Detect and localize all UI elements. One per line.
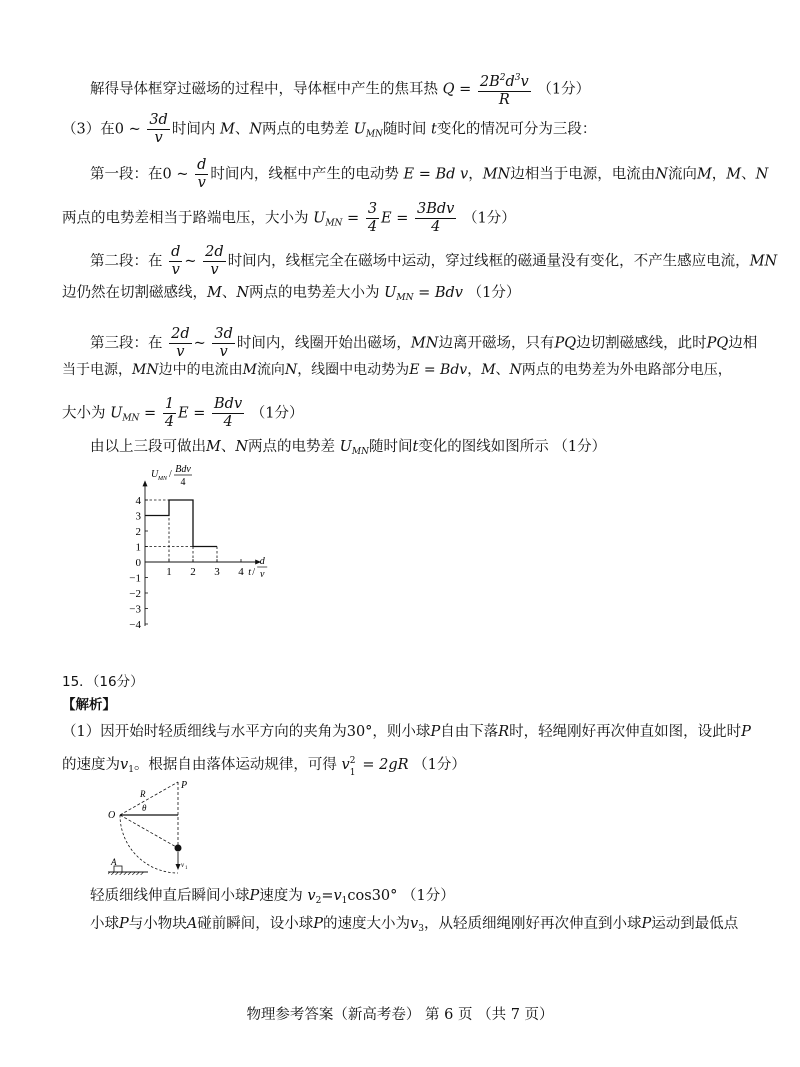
sub: MN <box>396 293 414 303</box>
n-symbol: N <box>235 439 249 455</box>
text: 两点的电势差 <box>248 439 336 455</box>
text: ，线圈中电动势为 <box>297 362 410 378</box>
sup: 3 <box>514 73 521 83</box>
segment2-voltage-line <box>62 283 520 308</box>
sep: 、 <box>234 121 250 138</box>
range: 0 ~ <box>114 121 141 138</box>
text: 时间内，线圈开始出磁场， <box>236 335 411 352</box>
y-label-num: Bdv <box>175 464 191 475</box>
y-label-u: U <box>151 469 159 480</box>
ball-p <box>175 845 182 852</box>
text: 两点的电势差 <box>262 121 349 138</box>
label-a: A <box>111 857 117 867</box>
sub: 1 <box>341 896 348 906</box>
label-p: P <box>181 780 188 791</box>
text: = <box>139 405 161 422</box>
mn-symbol: MN <box>482 166 511 183</box>
score: （1分） <box>462 210 516 227</box>
joule-heat-line: 解得导体框穿过磁场的过程中，导体框中产生的焦耳热 Q = $\frac{2B^2d^3v}{R}$ （1分） <box>90 70 590 109</box>
y-tick-label: −3 <box>129 603 141 616</box>
text: 的速度为 <box>62 757 120 773</box>
fraction <box>212 396 244 431</box>
m-symbol: M <box>726 166 742 183</box>
text: 变化的情况可分为三段： <box>436 121 597 138</box>
text: 自由下落 <box>440 724 499 740</box>
segment1-voltage-line <box>62 201 516 236</box>
y-axis-arrow <box>143 480 148 486</box>
fraction <box>195 157 208 192</box>
equation: E = Bdv <box>409 362 468 378</box>
num: 3 <box>367 201 378 217</box>
part1-line <box>62 722 751 742</box>
text: 碰前瞬间，设小球 <box>197 916 314 932</box>
analysis-heading: 【解析】 <box>62 697 116 713</box>
sub: MN <box>325 218 343 229</box>
den: v <box>176 344 185 360</box>
text: 第三段：在 <box>90 335 163 352</box>
num-d: d <box>505 74 515 90</box>
joule-heat-fraction <box>478 70 531 109</box>
score: （1分） <box>413 757 466 773</box>
text: 轻质细线伸直后瞬间小球 <box>90 888 250 904</box>
text: 流向 <box>256 362 285 378</box>
text: 运动到最低点 <box>651 916 739 932</box>
m-symbol: M <box>696 166 712 183</box>
score: （1分） <box>537 81 591 98</box>
y-tick-label: −2 <box>129 588 141 600</box>
segment2-line <box>90 244 777 279</box>
sub: MN <box>365 129 383 140</box>
x-label-num: d <box>259 556 265 567</box>
text: 速度为 <box>259 888 303 904</box>
p-symbol: P <box>313 916 324 932</box>
sub: 2 <box>315 896 322 906</box>
text: 变化的图线如图所示 <box>418 439 549 455</box>
num: Bdv <box>214 396 243 412</box>
p-symbol: P <box>430 724 441 740</box>
sub: 1 <box>349 768 356 778</box>
text: E = <box>178 405 210 422</box>
sep: 、 <box>741 166 756 183</box>
text: ~ <box>193 335 206 352</box>
text: 由以上三段可做出 <box>90 439 206 455</box>
sup: 2 <box>349 756 356 766</box>
den: v <box>219 344 228 360</box>
x-tick-label: 3 <box>214 566 220 578</box>
p-symbol: P <box>641 916 652 932</box>
num: 2d <box>171 326 190 342</box>
n-symbol: N <box>509 362 522 378</box>
text: 两点的电势差为外电路部分电压， <box>521 362 732 378</box>
fraction <box>366 201 379 236</box>
text: 边相当于电源，电流由 <box>510 166 656 183</box>
den: v <box>210 262 219 278</box>
text: = <box>342 210 364 227</box>
series-line <box>145 500 217 547</box>
equation: cos30° <box>347 888 398 904</box>
sup-sub-stack <box>349 756 358 778</box>
page-footer: 物理参考答案（新高考卷） 第 6 页 （共 7 页） <box>246 1007 554 1023</box>
text: 小球 <box>90 916 119 932</box>
p-symbol: P <box>741 724 751 740</box>
mn-symbol: MN <box>410 335 439 352</box>
n-symbol: N <box>249 121 262 138</box>
num: d <box>171 244 181 260</box>
pq-symbol: PQ <box>706 335 729 352</box>
text: 当于电源， <box>62 362 132 378</box>
label-v-sub: 1 <box>185 866 188 871</box>
text: 第二段：在 <box>90 253 163 270</box>
text: ， <box>468 166 483 183</box>
mn-symbol: MN <box>749 253 778 270</box>
score: （1分） <box>250 405 304 422</box>
label-r: R <box>140 789 146 799</box>
den: R <box>498 92 510 108</box>
num: d <box>197 157 207 173</box>
m-symbol: M <box>481 362 496 378</box>
p-symbol: P <box>249 888 260 904</box>
v-symbol: v <box>333 888 342 904</box>
umn-time-graph <box>110 462 290 637</box>
m-symbol: M <box>242 362 257 378</box>
den: 4 <box>223 414 233 430</box>
v-symbol: v <box>307 888 316 904</box>
y-tick-label: 1 <box>135 541 141 554</box>
text: 边仍然在切割磁感线， <box>62 285 207 301</box>
velocity-after-line <box>90 886 455 911</box>
sub: MN <box>122 413 140 424</box>
velocity-arrowhead <box>176 864 181 870</box>
y-tick-label: −1 <box>129 572 141 585</box>
v-symbol: v <box>410 916 419 932</box>
r-symbol: R <box>498 724 510 740</box>
n-symbol: N <box>236 285 250 301</box>
range: 0 ~ <box>162 166 189 183</box>
x-tick-label: 1 <box>166 566 172 578</box>
text: 第一段：在 <box>90 166 163 183</box>
num: 2d <box>205 244 224 260</box>
free-fall-line <box>62 755 466 780</box>
text: 的速度大小为 <box>323 916 411 932</box>
u-symbol: U <box>384 285 397 301</box>
m-symbol: M <box>206 439 221 455</box>
text: 随时间 <box>368 439 413 455</box>
arc-path <box>120 815 178 873</box>
text: ，从轻质细绳刚好再次伸直到小球 <box>423 916 642 932</box>
text: 时间内 <box>171 121 216 138</box>
x-label-slash: / <box>252 567 255 578</box>
sep: 、 <box>495 362 510 378</box>
y-label-sub: MN <box>158 476 167 482</box>
y-label-den: 4 <box>180 477 186 488</box>
label-v: v <box>181 861 185 869</box>
num-v: v <box>520 74 529 90</box>
a-symbol: A <box>186 916 198 932</box>
label-o: O <box>108 810 116 821</box>
text: = <box>321 888 334 904</box>
num: 3d <box>149 112 168 128</box>
equation: E = Bd v <box>403 166 469 183</box>
u-symbol: U <box>313 210 326 227</box>
x-tick-label: 2 <box>190 566 196 578</box>
y-label-slash: / <box>169 469 172 480</box>
collision-line <box>90 914 738 939</box>
pendulum-figure <box>108 780 228 875</box>
fraction <box>212 326 235 361</box>
text: 两点的电势差大小为 <box>249 285 380 301</box>
sub: 1 <box>128 765 134 775</box>
text: 。根据自由落体运动规律，可得 <box>133 757 337 773</box>
num-b: 2B <box>479 74 500 90</box>
den: v <box>171 262 180 278</box>
fraction <box>163 396 176 431</box>
text: 时间内，线框中产生的电动势 <box>210 166 399 183</box>
m-symbol: M <box>219 121 235 138</box>
equation: = Bdv <box>413 285 463 301</box>
den: 4 <box>367 219 378 235</box>
n-symbol: N <box>284 362 298 378</box>
sub: 3 <box>418 924 424 934</box>
u-symbol: U <box>339 439 352 455</box>
rope-to-ball <box>120 815 178 848</box>
m-symbol: M <box>207 285 222 301</box>
text: ~ <box>184 253 197 270</box>
dashed-rope-to-p <box>120 782 178 815</box>
segment3-line <box>90 326 757 361</box>
text: 边切割磁感线，此时 <box>576 335 707 352</box>
text: 边离开磁场，只有 <box>438 335 555 352</box>
den: v <box>154 130 163 146</box>
y-tick-label: 3 <box>135 510 141 523</box>
t-symbol: t <box>412 439 419 455</box>
x-label-t: t <box>248 567 251 578</box>
sep: 、 <box>221 285 237 301</box>
equation-v: v <box>341 757 350 773</box>
score: （1分） <box>467 285 521 301</box>
text: 边相 <box>728 335 758 352</box>
text: 边中的电流由 <box>158 362 243 378</box>
text: 随时间 <box>382 121 427 138</box>
text: 时间内，线框完全在磁场中运动，穿过线框的磁通量没有变化，不产生感应电流， <box>227 253 750 270</box>
text: ， <box>711 166 727 183</box>
text: 解得导体框穿过磁场的过程中，导体框中产生的焦耳热 <box>90 81 438 98</box>
fraction <box>147 112 170 147</box>
y-tick-label: 2 <box>135 526 141 538</box>
t-symbol: t <box>431 121 437 138</box>
label-theta: θ <box>142 803 147 813</box>
segment3-voltage-line <box>62 396 303 431</box>
pq-symbol: PQ <box>554 335 577 352</box>
q-symbol: Q <box>442 81 455 98</box>
sub: MN <box>351 447 369 457</box>
v-symbol: v <box>120 757 129 773</box>
den: v <box>197 175 206 191</box>
problem-15-title: 15．（16分） <box>62 674 144 690</box>
text: 流向 <box>667 166 697 183</box>
text: 与小物块 <box>128 916 187 932</box>
den: 4 <box>164 414 175 430</box>
y-tick-label: 0 <box>135 557 141 569</box>
fraction <box>415 201 456 236</box>
den: 4 <box>431 219 441 235</box>
mn-symbol: MN <box>132 362 159 378</box>
part3-intro-line <box>62 112 596 147</box>
text: 时，轻绳刚好再次伸直如图，设此时 <box>509 724 742 740</box>
segment1-line <box>90 157 768 192</box>
text: （3）在 <box>62 121 115 138</box>
y-tick-label: −4 <box>129 619 141 631</box>
x-label-den: v <box>259 569 265 580</box>
u-symbol: U <box>353 121 366 138</box>
fraction <box>169 326 192 361</box>
segment3-current-line <box>62 360 732 380</box>
text: 大小为 <box>62 405 106 422</box>
num: 3d <box>214 326 233 342</box>
p-symbol: P <box>119 916 129 932</box>
text: （1）因开始时轻质细线与水平方向的夹角为30°，则小球 <box>62 724 431 740</box>
equation: = 2gR <box>357 757 409 773</box>
text: E = <box>381 210 413 227</box>
n-symbol: N <box>655 166 668 183</box>
num: 3Bdv <box>417 201 455 217</box>
x-tick-label: 4 <box>238 566 244 578</box>
n-symbol: N <box>755 166 769 183</box>
u-symbol: U <box>110 405 123 422</box>
sep: 、 <box>220 439 236 455</box>
graph-intro-line <box>90 437 606 462</box>
fraction <box>169 244 182 279</box>
text: 两点的电势差相当于路端电压，大小为 <box>62 210 309 227</box>
score: （1分） <box>553 439 607 455</box>
num: 1 <box>164 396 175 412</box>
fraction <box>203 244 226 279</box>
sup: 2 <box>499 73 506 83</box>
text: ， <box>467 362 482 378</box>
y-tick-label: 4 <box>135 495 141 507</box>
score: （1分） <box>402 888 455 904</box>
